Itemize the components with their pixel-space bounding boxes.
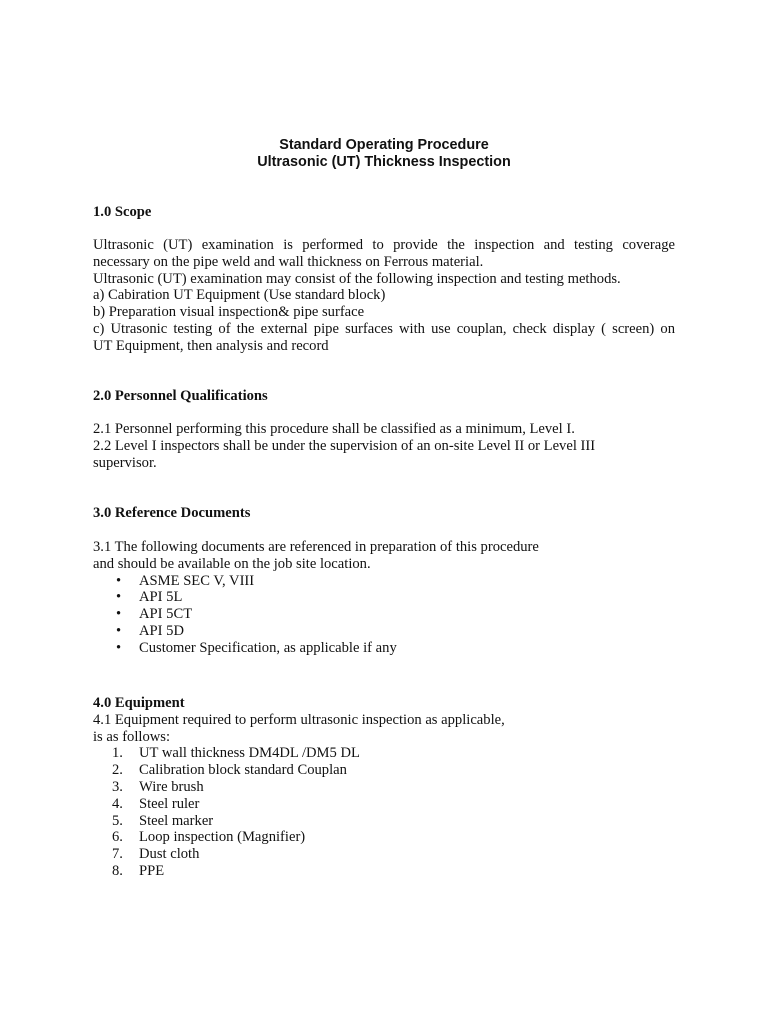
equipment-item: Steel ruler xyxy=(139,795,200,812)
equipment-section xyxy=(93,695,675,880)
references-list xyxy=(93,573,675,657)
list-number: 7. xyxy=(112,846,123,863)
bullet-icon: • xyxy=(116,622,122,639)
scope-method-c-line-2: UT Equipment, then analysis and record xyxy=(93,337,329,354)
references-intro-line-2: and should be available on the job site location. xyxy=(93,555,371,572)
equipment-item: Steel marker xyxy=(139,812,214,829)
bullet-icon: • xyxy=(116,589,122,606)
list-item xyxy=(93,745,675,762)
list-number: 6. xyxy=(112,829,123,846)
scope-method-c-line-1: c) Utrasonic testing of the external pipe surfaces with use couplan, check display ( screen) on xyxy=(93,320,675,337)
equipment-item: UT wall thickness DM4DL /DM5 DL xyxy=(139,745,360,762)
references-section-heading xyxy=(93,505,675,522)
list-item xyxy=(93,573,675,590)
list-item xyxy=(93,606,675,623)
list-number: 2. xyxy=(112,762,123,779)
list-item xyxy=(93,829,675,846)
reference-document: Customer Specification, as applicable if any xyxy=(139,639,397,656)
reference-document: ASME SEC V, VIII xyxy=(139,572,255,589)
references-heading: 3.0 Reference Documents xyxy=(93,505,251,521)
list-number: 5. xyxy=(112,812,123,829)
scope-paragraph-line-1: Ultrasonic (UT) examination is performed to provide the inspection and testing coverage xyxy=(93,237,675,253)
list-item xyxy=(93,796,675,813)
list-number: 4. xyxy=(112,795,123,812)
equipment-heading: 4.0 Equipment xyxy=(93,695,185,711)
list-item xyxy=(93,846,675,863)
list-item xyxy=(93,863,675,880)
equipment-item: Loop inspection (Magnifier) xyxy=(139,829,306,846)
equipment-intro-line-2: is as follows: xyxy=(93,728,171,745)
list-item xyxy=(93,779,675,796)
references-section-body xyxy=(93,539,675,657)
list-number: 1. xyxy=(112,745,123,762)
reference-document: API 5D xyxy=(139,622,184,639)
list-number: 3. xyxy=(112,778,123,795)
references-intro-line-1: 3.1 The following documents are referenced in preparation of this procedure xyxy=(93,539,539,555)
scope-section-heading xyxy=(93,204,675,221)
equipment-item: Wire brush xyxy=(139,778,204,795)
personnel-heading: 2.0 Personnel Qualifications xyxy=(93,388,268,404)
personnel-item-2-2-line-2: supervisor. xyxy=(93,454,157,471)
personnel-item-2-1: 2.1 Personnel performing this procedure shall be classified as a minimum, Level I. xyxy=(93,421,575,437)
equipment-item: PPE xyxy=(139,862,165,879)
bullet-icon: • xyxy=(116,572,122,589)
bullet-icon: • xyxy=(116,639,122,656)
reference-document: API 5L xyxy=(139,589,183,606)
document-title-block xyxy=(0,137,768,171)
equipment-intro-line-1: 4.1 Equipment required to perform ultrasonic inspection as applicable, xyxy=(93,711,505,728)
scope-method-a: a) Cabiration UT Equipment (Use standard block) xyxy=(93,287,386,304)
equipment-list xyxy=(93,745,675,879)
bullet-icon: • xyxy=(116,606,122,623)
scope-heading: 1.0 Scope xyxy=(93,204,152,220)
document-title: Standard Operating Procedure xyxy=(279,137,489,153)
scope-paragraph-line-2: necessary on the pipe weld and wall thickness on Ferrous material. xyxy=(93,253,484,270)
list-item xyxy=(93,762,675,779)
equipment-item: Calibration block standard Couplan xyxy=(139,762,347,779)
scope-methods-intro: Ultrasonic (UT) examination may consist of the following inspection and testing methods. xyxy=(93,270,621,287)
equipment-item: Dust cloth xyxy=(139,846,200,863)
scope-method-b: b) Preparation visual inspection& pipe surface xyxy=(93,304,365,321)
list-item xyxy=(93,813,675,830)
list-number: 8. xyxy=(112,862,123,879)
document-subtitle: Ultrasonic (UT) Thickness Inspection xyxy=(257,154,511,170)
personnel-section-heading xyxy=(93,388,675,405)
list-item xyxy=(93,640,675,657)
reference-document: API 5CT xyxy=(139,606,193,623)
personnel-section-body xyxy=(93,421,675,471)
personnel-item-2-2-line-1: 2.2 Level I inspectors shall be under the supervision of an on-site Level II or Level III xyxy=(93,437,596,454)
list-item xyxy=(93,589,675,606)
list-item xyxy=(93,623,675,640)
scope-section-body xyxy=(93,237,675,355)
